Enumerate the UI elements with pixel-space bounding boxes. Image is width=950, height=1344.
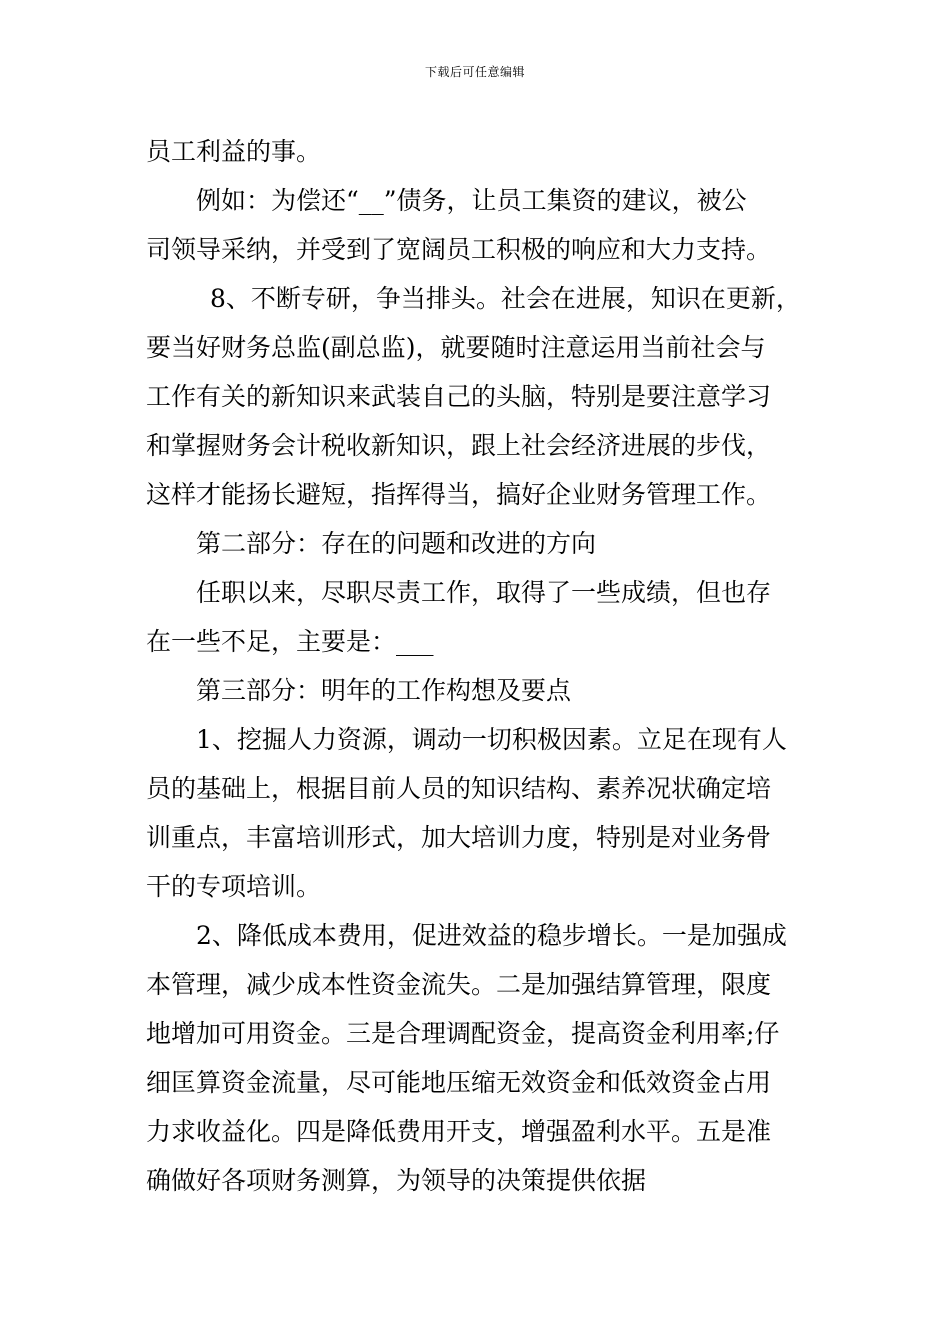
text-line: 员的基础上，根据目前人员的知识结构、素养况状确定培 — [146, 774, 772, 803]
text-line: 司领导采纳，并受到了宽阔员工积极的响应和大力支持。 — [146, 235, 772, 264]
text-line: 地增加可用资金。三是合理调配资金，提高资金利用率;仔 — [146, 1019, 780, 1048]
text-line: 和掌握财务会计税收新知识，跟上社会经济进展的步伐， — [146, 431, 772, 460]
text-line: 要当好财务总监(副总监)，就要随时注意运用当前社会与 — [146, 333, 766, 362]
text-line: 任职以来，尽职尽责工作，取得了一些成绩，但也存 — [196, 578, 772, 607]
text-line: 例如：为偿还“__”债务，让员工集资的建议，被公 — [196, 186, 747, 215]
text-line: 本管理，减少成本性资金流失。二是加强结算管理，限度 — [146, 970, 772, 999]
text-line: 训重点，丰富培训形式，加大培训力度，特别是对业务骨 — [146, 823, 772, 852]
text-line: 力求收益化。四是降低费用开支，增强盈利水平。五是准 — [146, 1117, 772, 1146]
section-heading: 第二部分：存在的问题和改进的方向 — [196, 529, 597, 558]
text-line: 1、挖掘人力资源，调动一切积极因素。立足在现有人 — [196, 725, 787, 754]
page-header: 下载后可任意编辑 — [424, 65, 525, 79]
text-line: 员工利益的事。 — [146, 137, 322, 166]
text-line: 在一些不足，主要是：___ — [146, 627, 434, 656]
text-line: 细匡算资金流量，尽可能地压缩无效资金和低效资金占用 — [146, 1068, 772, 1097]
text-line: 干的专项培训。 — [146, 872, 322, 901]
text-line: 8、不断专研，争当排头。社会在进展，知识在更新， — [210, 284, 801, 313]
document-body — [146, 127, 826, 1205]
section-heading: 第三部分：明年的工作构想及要点 — [196, 676, 572, 705]
text-line: 工作有关的新知识来武装自己的头脑，特别是要注意学习 — [146, 382, 772, 411]
text-line: 2、降低成本费用，促进效益的稳步增长。一是加强成 — [196, 921, 787, 950]
text-line: 确做好各项财务测算，为领导的决策提供依据 — [146, 1166, 647, 1195]
text-line: 这样才能扬长避短，指挥得当，搞好企业财务管理工作。 — [146, 480, 772, 509]
